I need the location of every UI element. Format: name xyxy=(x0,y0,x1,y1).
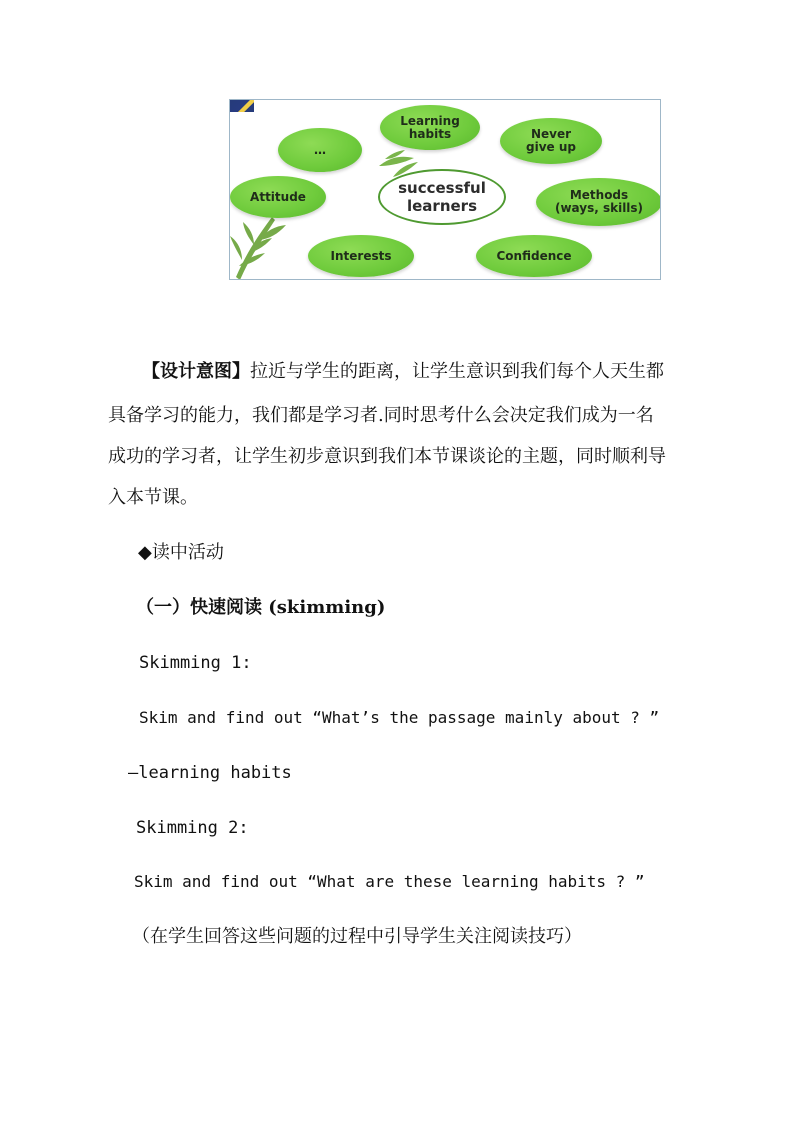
successful-learners-mindmap xyxy=(229,99,661,280)
successful-learners-center: successful learners xyxy=(378,169,506,225)
design-intent-line-2: 具备学习的能力，我们都是学习者.同时思考什么会决定我们成为一名 xyxy=(108,405,654,426)
reading-activity-heading: ◆读中活动 xyxy=(138,542,224,563)
skimming-1-title: Skimming 1: xyxy=(139,653,252,673)
design-intent-line-3: 成功的学习者，让学生初步意识到我们本节课谈论的主题，同时顺利导 xyxy=(108,446,666,467)
interests-bubble: Interests xyxy=(308,235,414,277)
ellipsis-bubble: … xyxy=(278,128,362,172)
design-intent-label: 【设计意图】 xyxy=(142,361,250,382)
methods-bubble: Methods (ways, skills) xyxy=(536,178,661,226)
teaching-note: （在学生回答这些问题的过程中引导学生关注阅读技巧） xyxy=(132,926,582,947)
learning-habits-bubble: Learning habits xyxy=(380,105,480,150)
skimming-subheading: （一）快速阅读 (skimming) xyxy=(136,597,386,618)
design-intent-line-1-text: 拉近与学生的距离，让学生意识到我们每个人天生都 xyxy=(250,361,664,382)
design-intent-line-1 xyxy=(108,352,698,392)
skimming-2-question: Skim and find out “What are these learning habits ? ” xyxy=(134,872,645,891)
never-give-up-bubble: Never give up xyxy=(500,118,602,164)
skimming-2-title: Skimming 2: xyxy=(136,818,249,838)
confidence-bubble: Confidence xyxy=(476,235,592,277)
skimming-1-question: Skim and find out “What’s the passage mainly about ? ” xyxy=(139,708,660,727)
design-intent-line-4: 入本节课。 xyxy=(108,487,198,508)
skimming-1-answer: —learning habits xyxy=(128,763,292,783)
decorative-corner-strip xyxy=(230,100,254,112)
attitude-bubble: Attitude xyxy=(230,176,326,218)
